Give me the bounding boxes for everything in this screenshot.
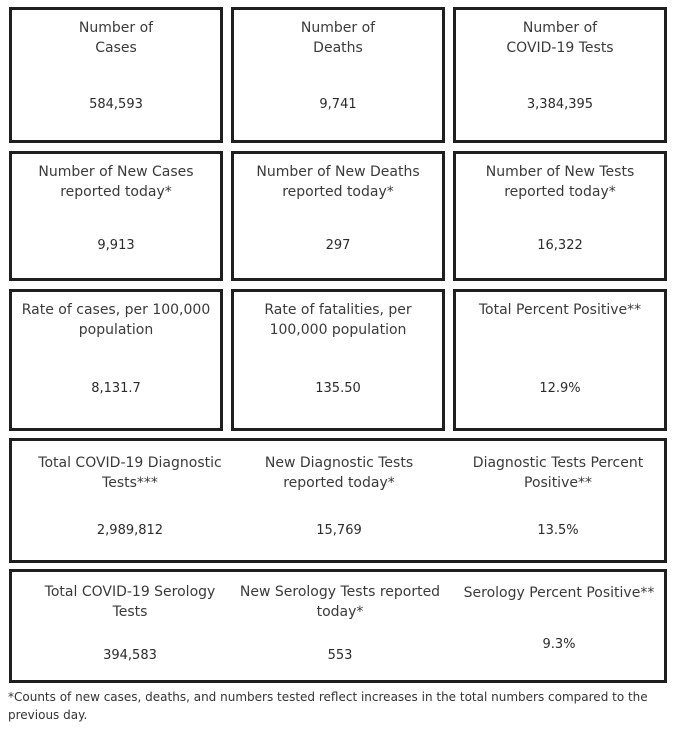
serology-total-label: Total COVID-19 Serology Tests xyxy=(44,584,216,620)
serology-total-cell xyxy=(20,572,240,680)
new-cases-label: Number of New Cases reported today* xyxy=(38,164,194,200)
serology-percent-label: Serology Percent Positive** xyxy=(463,585,655,601)
diagnostic-total-value: 2,989,812 xyxy=(96,523,164,538)
new-tests-label: Number of New Tests reported today* xyxy=(485,164,635,200)
tests-label: Number of COVID-19 Tests xyxy=(506,20,614,56)
case-rate-value: 8,131.7 xyxy=(91,381,141,396)
serology-new-value: 553 xyxy=(327,648,353,663)
serology-new-label: New Serology Tests reported today* xyxy=(239,584,441,620)
diagnostic-total-cell xyxy=(20,441,240,560)
cases-value: 584,593 xyxy=(89,97,143,112)
serology-total-value: 394,583 xyxy=(103,648,157,663)
percent-positive-value: 12.9% xyxy=(539,381,581,396)
tests-card xyxy=(453,7,667,143)
deaths-value: 9,741 xyxy=(319,97,357,112)
tests-value: 3,384,395 xyxy=(526,97,594,112)
serology-percent-cell xyxy=(448,572,670,680)
footnote: *Counts of new cases, deaths, and numbers tested reflect increases in the total numbers compared to the previous day. xyxy=(8,690,648,722)
new-deaths-value: 297 xyxy=(325,238,351,253)
deaths-label: Number of Deaths xyxy=(300,20,376,56)
new-deaths-card xyxy=(231,151,445,281)
diagnostic-percent-label: Diagnostic Tests Percent Positive** xyxy=(472,455,644,491)
new-cases-card xyxy=(9,151,223,281)
serology-panel xyxy=(9,569,667,683)
diagnostic-new-cell xyxy=(234,441,444,560)
new-cases-value: 9,913 xyxy=(97,238,135,253)
new-tests-card xyxy=(453,151,667,281)
diagnostic-percent-cell xyxy=(448,441,668,560)
diagnostic-new-value: 15,769 xyxy=(316,523,362,538)
diagnostic-new-label: New Diagnostic Tests reported today* xyxy=(264,455,414,491)
case-rate-card xyxy=(9,289,223,431)
serology-percent-value: 9.3% xyxy=(542,637,576,652)
serology-new-cell xyxy=(234,572,446,680)
cases-card xyxy=(9,7,223,143)
new-deaths-label: Number of New Deaths reported today* xyxy=(256,164,420,200)
percent-positive-card xyxy=(453,289,667,431)
cases-label: Number of Cases xyxy=(78,20,154,56)
diagnostic-total-label: Total COVID-19 Diagnostic Tests*** xyxy=(38,455,222,491)
diagnostic-panel xyxy=(9,438,667,563)
percent-positive-label: Total Percent Positive** xyxy=(478,302,642,318)
fatality-rate-label: Rate of fatalities, per 100,000 population xyxy=(264,302,412,338)
fatality-rate-card xyxy=(231,289,445,431)
new-tests-value: 16,322 xyxy=(537,238,583,253)
deaths-card xyxy=(231,7,445,143)
diagnostic-percent-value: 13.5% xyxy=(537,523,579,538)
fatality-rate-value: 135.50 xyxy=(315,381,361,396)
case-rate-label: Rate of cases, per 100,000 population xyxy=(21,302,211,338)
